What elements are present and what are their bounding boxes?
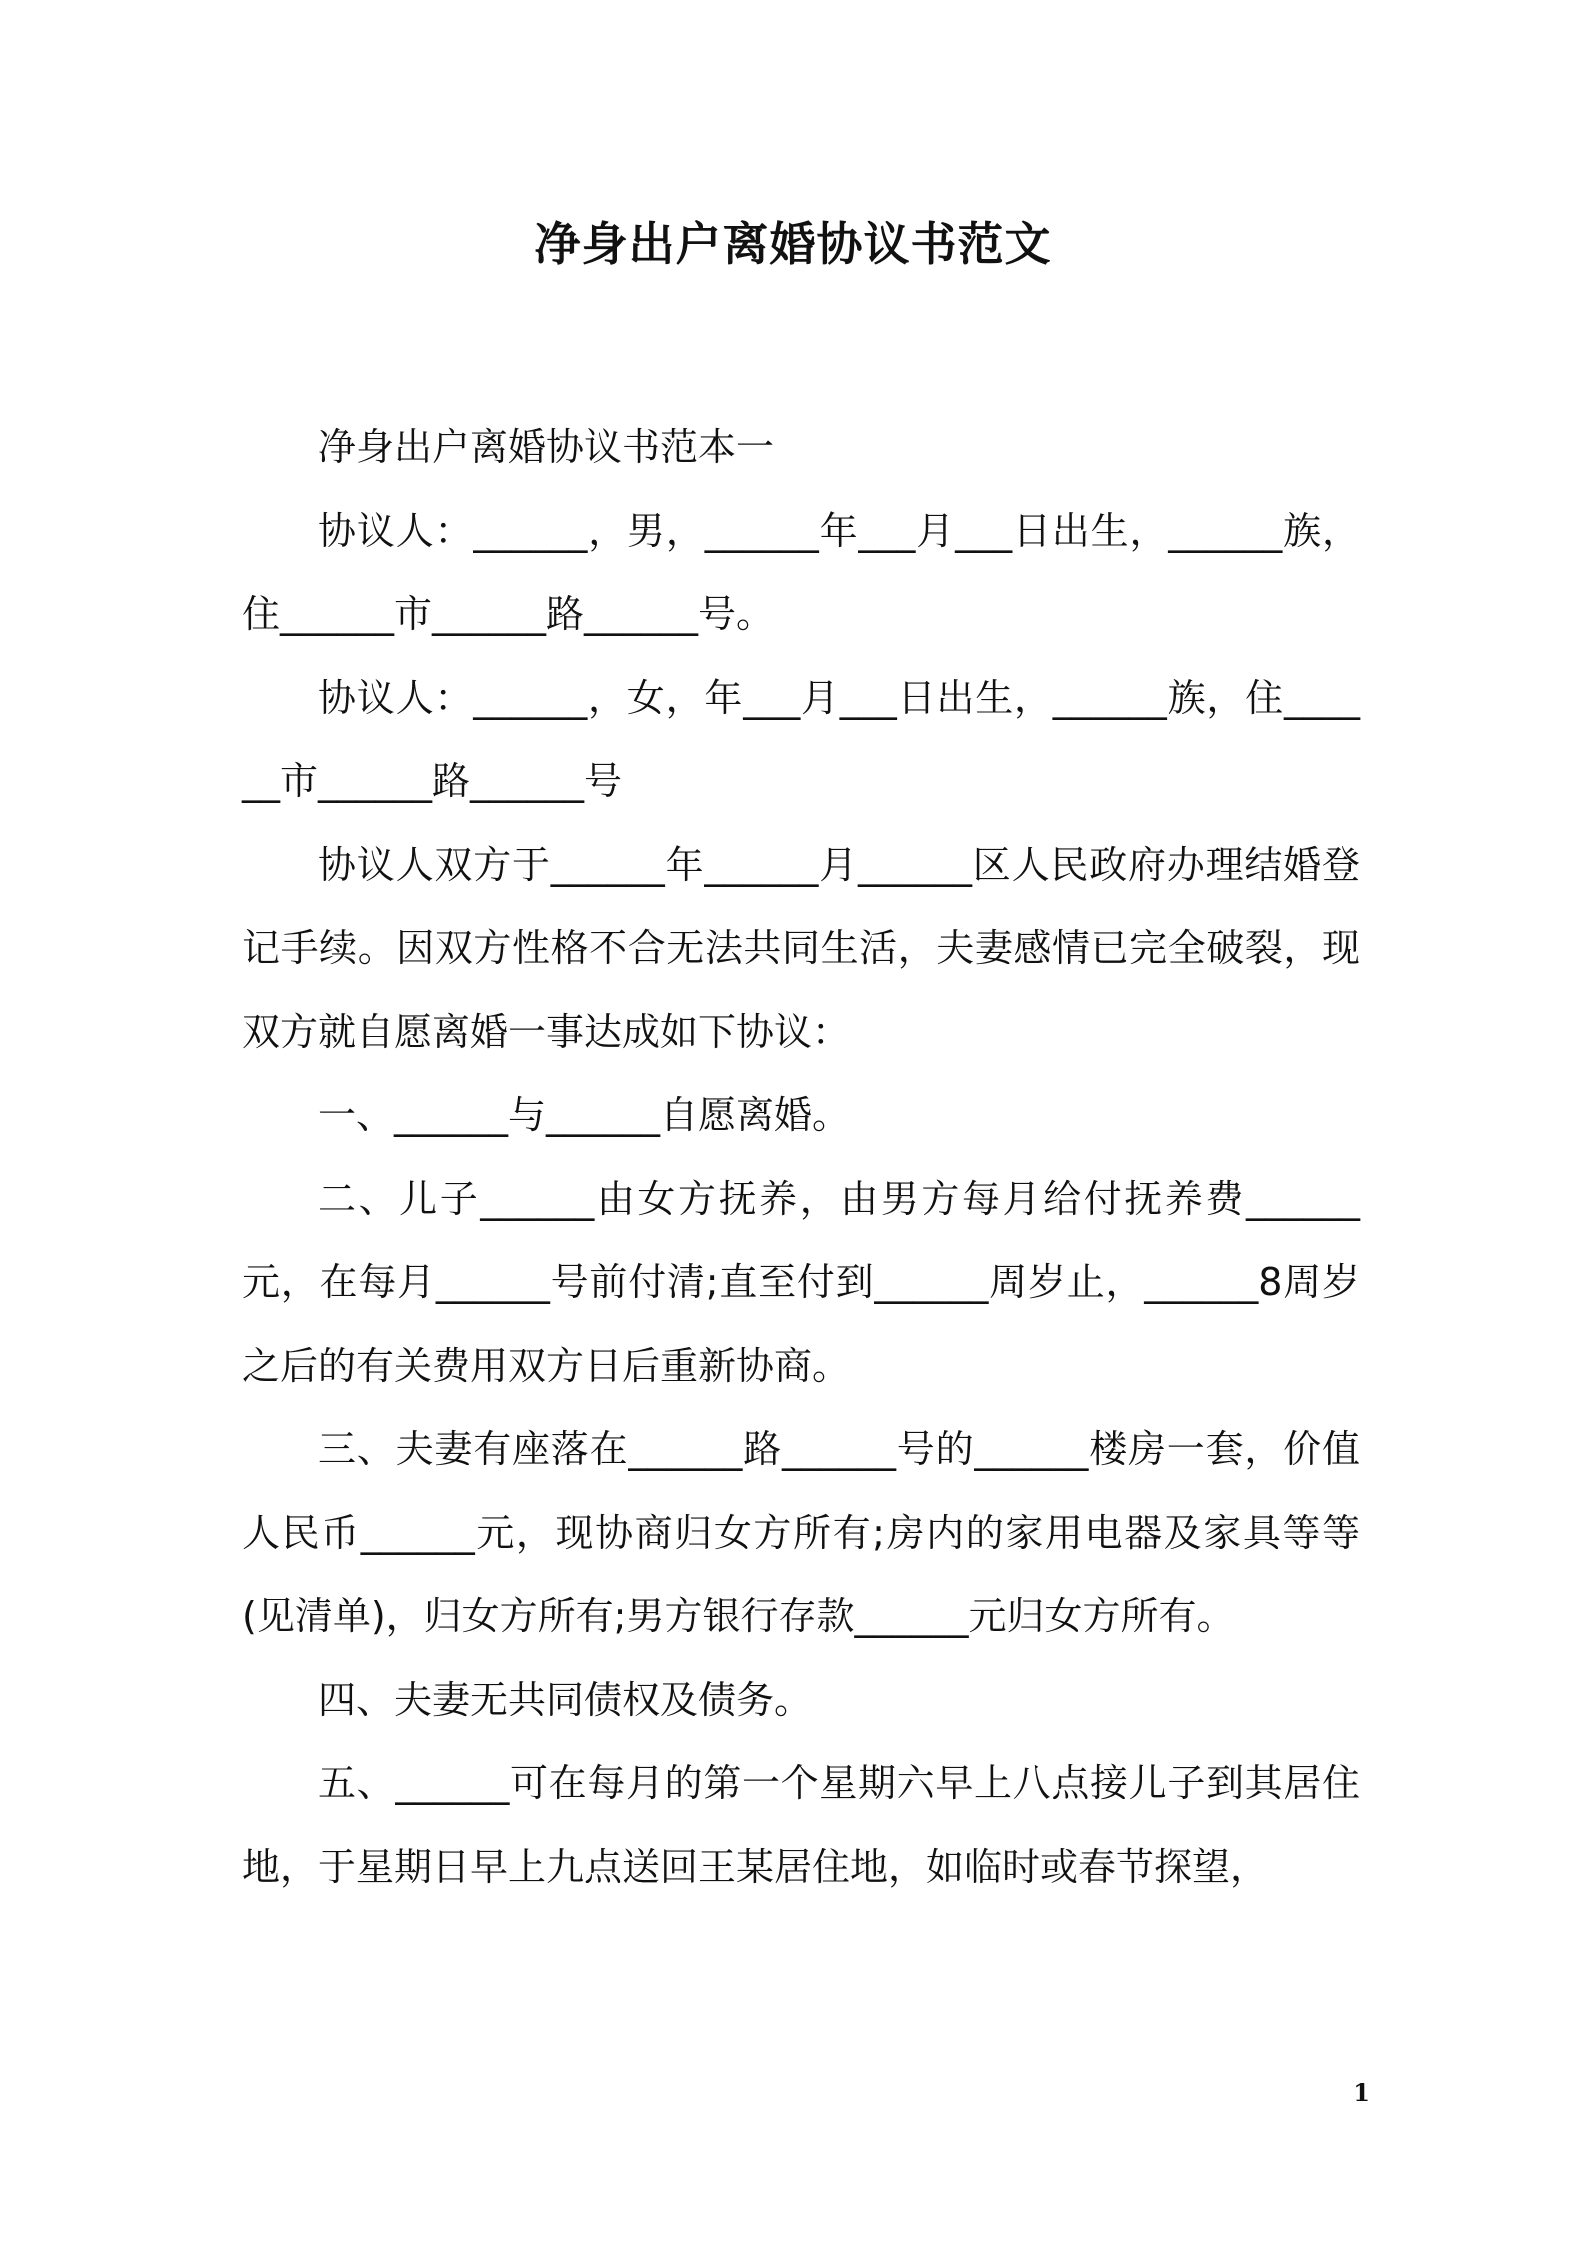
document-body: [242, 406, 1360, 1909]
paragraph-party-male: 协议人：______，男，______年___月___日出生，______族，住______市______路______号。: [242, 508, 1360, 636]
paragraph-heading: 净身出户离婚协议书范本一: [318, 425, 775, 469]
paragraph-clause-2: 二、儿子______由女方抚养，由男方每月给付抚养费______元，在每月______号前付清;直至付到______周岁止，______8周岁之后的有关费用双方日后重新协商。: [242, 1176, 1360, 1388]
paragraph-clause-3: 三、夫妻有座落在______路______号的______楼房一套，价值人民币______元，现协商归女方所有;房内的家用电器及家具等等(见清单)，归女方所有;男方银行存款______元归女方所有。: [242, 1427, 1360, 1638]
page-number: 1: [1353, 2078, 1370, 2107]
paragraph-clause-4: 四、夫妻无共同债权及债务。: [318, 1677, 813, 1722]
paragraph-party-female: 协议人：______，女，年___月___日出生，______族，住______市______路______号: [242, 675, 1360, 803]
document-title: 净身出户离婚协议书范文: [534, 217, 1052, 271]
paragraph-clause-5: 五、______可在每月的第一个星期六早上八点接儿子到其居住地，于星期日早上九点送回王某居住地，如临时或春节探望，: [242, 1761, 1360, 1889]
paragraph-preamble: 协议人双方于______年______月______区人民政府办理结婚登记手续。因双方性格不合无法共同生活，夫妻感情已完全破裂，现双方就自愿离婚一事达成如下协议：: [242, 842, 1360, 1054]
paragraph-clause-1: 一、______与______自愿离婚。: [318, 1093, 851, 1137]
